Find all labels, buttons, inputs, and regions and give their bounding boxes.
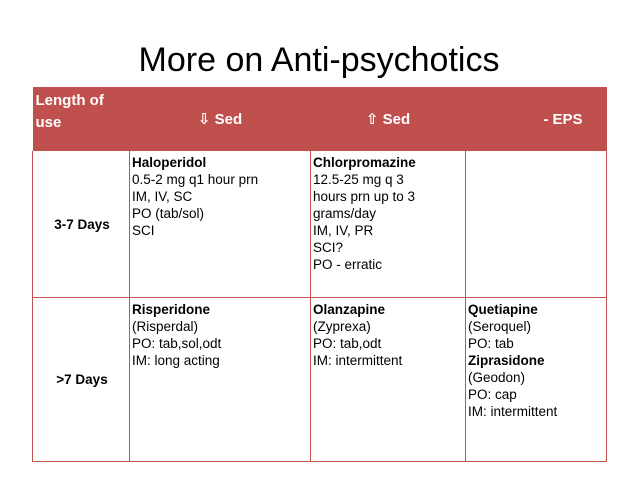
antipsychotics-table	[32, 87, 607, 462]
cell-line: PO: tab,sol,odt	[132, 336, 222, 351]
drug-name-ziprasidone: Ziprasidone	[468, 353, 545, 368]
drug-name-olanzapine: Olanzapine	[313, 302, 386, 317]
cell-line: (Zyprexa)	[313, 319, 371, 334]
drug-name-chlorpromazine: Chlorpromazine	[313, 155, 416, 170]
cell-line: IM: intermittent	[468, 404, 558, 419]
cell-risperidone	[130, 298, 311, 462]
cell-chlorpromazine	[311, 151, 466, 298]
drug-name-quetiapine: Quetiapine	[468, 302, 538, 317]
header-length-of-use	[33, 87, 130, 151]
table-row	[33, 151, 607, 298]
row-label-3-7-days: 3-7 Days	[33, 151, 130, 298]
cell-haloperidol	[130, 151, 311, 298]
cell-line: 0.5-2 mg q1 hour prn	[132, 172, 259, 187]
cell-line: 12.5-25 mg q 3	[313, 172, 404, 187]
drug-name-risperidone: Risperidone	[132, 302, 211, 317]
table-row	[33, 298, 607, 462]
header-length-line-2: use	[35, 114, 62, 131]
header-up-sed: ⇧ Sed	[311, 87, 466, 151]
cell-line: (Risperdal)	[132, 319, 199, 334]
cell-line: PO: tab	[468, 336, 514, 351]
cell-olanzapine	[311, 298, 466, 462]
cell-line: grams/day	[313, 206, 377, 221]
table-header-row	[33, 87, 607, 151]
cell-line: hours prn up to 3	[313, 189, 416, 204]
drug-name-haloperidol: Haloperidol	[132, 155, 207, 170]
cell-line: IM, IV, SC	[132, 189, 193, 204]
header-minus-eps: - EPS	[466, 87, 607, 151]
cell-line: PO (tab/sol)	[132, 206, 205, 221]
page-title: More on Anti-psychotics	[138, 41, 500, 79]
cell-quetiapine-ziprasidone	[466, 298, 607, 462]
header-down-sed: ⇩ Sed	[130, 87, 311, 151]
cell-line: PO: cap	[468, 387, 517, 402]
header-length-line-1: Length of	[35, 92, 104, 109]
cell-empty	[466, 151, 607, 298]
cell-line: IM: intermittent	[313, 353, 403, 368]
cell-line: SCI	[132, 223, 155, 238]
cell-line: (Seroquel)	[468, 319, 532, 334]
cell-line: (Geodon)	[468, 370, 526, 385]
cell-line: IM: long acting	[132, 353, 220, 368]
cell-line: IM, IV, PR	[313, 223, 374, 238]
cell-line: PO: tab,odt	[313, 336, 382, 351]
cell-line: SCI?	[313, 240, 344, 255]
cell-line: PO - erratic	[313, 257, 383, 272]
row-label-over-7-days: >7 Days	[33, 298, 130, 462]
